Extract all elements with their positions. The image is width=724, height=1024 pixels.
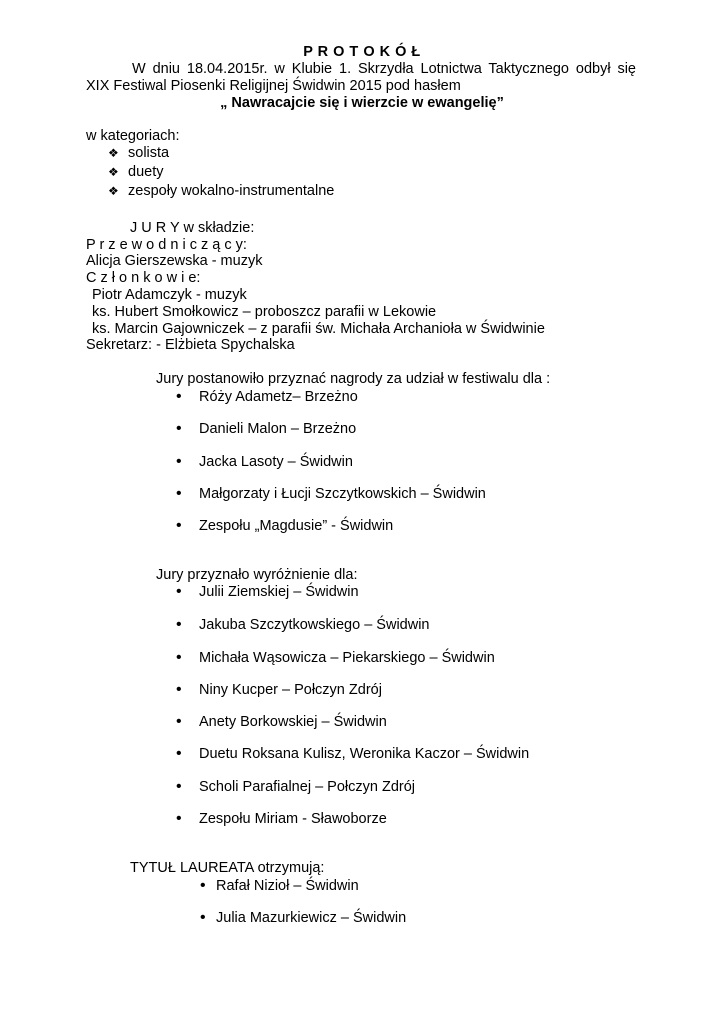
round-bullet-icon: • [176,681,182,698]
chair-name: Alicja Gierszewska - muzyk [86,253,263,269]
jury-member: ks. Marcin Gajowniczek – z parafii św. Michała Archanioła w Świdwinie [92,321,545,337]
distinction-item [176,583,359,601]
jury-member: ks. Hubert Smołkowicz – proboszcz parafii w Lekowie [92,304,437,320]
round-bullet-icon: • [176,453,182,470]
round-bullet-icon: • [176,420,182,437]
distinction-item [176,745,529,763]
distinction-text: Zespołu Miriam - Sławoborze [199,811,387,827]
diamond-bullet-icon: ❖ [108,165,119,179]
laureate-item [200,909,406,927]
round-bullet-icon: • [176,778,182,795]
awards-heading: Jury postanowiło przyznać nagrody za udział w festiwalu dla : [156,371,551,387]
jury-member: Piotr Adamczyk - muzyk [92,287,247,303]
distinction-text: Duetu Roksana Kulisz, Weronika Kaczor – Świdwin [199,746,530,762]
chair-label: P r z e w o d n i c z ą c y: [86,237,247,253]
category-text: duety [128,164,164,180]
distinction-item [176,713,387,731]
round-bullet-icon: • [176,583,182,600]
distinction-text: Anety Borkowskiej – Świdwin [199,714,387,730]
festival-motto: „ Nawracajcie się i wierzcie w ewangelię” [220,95,504,111]
category-text: solista [128,145,170,161]
document-title: P R O T O K Ó Ł [303,44,421,60]
award-item [176,453,353,471]
award-text: Małgorzaty i Łucji Szczytkowskich – Świdwin [199,486,486,502]
award-item [176,517,393,535]
distinction-text: Michała Wąsowicza – Piekarskiego – Świdwin [199,650,495,666]
award-text: Jacka Lasoty – Świdwin [199,454,353,470]
round-bullet-icon: • [176,517,182,534]
intro-line-2: XIX Festiwal Piosenki Religijnej Świdwin 2015 pod hasłem [86,78,461,94]
round-bullet-icon: • [176,616,182,633]
category-item [108,145,169,162]
members-label: C z ł o n k o w i e: [86,270,201,286]
distinction-item [176,681,382,699]
secretary: Sekretarz: - Elżbieta Spychalska [86,337,295,353]
distinction-text: Julii Ziemskiej – Świdwin [199,584,359,600]
diamond-bullet-icon: ❖ [108,146,119,160]
intro-line-1: W dniu 18.04.2015r. w Klubie 1. Skrzydła Lotnictwa Taktycznego odbył się [132,61,636,77]
round-bullet-icon: • [200,909,206,926]
distinction-text: Jakuba Szczytkowskiego – Świdwin [199,617,430,633]
distinction-item [176,778,415,796]
round-bullet-icon: • [176,649,182,666]
distinction-item [176,649,495,667]
round-bullet-icon: • [176,485,182,502]
round-bullet-icon: • [176,745,182,762]
award-text: Róży Adametz– Brzeżno [199,389,358,405]
distinction-text: Scholi Parafialnej – Połczyn Zdrój [199,779,415,795]
award-item [176,420,356,438]
round-bullet-icon: • [200,877,206,894]
award-text: Danieli Malon – Brzeżno [199,421,357,437]
award-item [176,485,486,503]
jury-heading: J U R Y w składzie: [130,220,255,236]
categories-label: w kategoriach: [86,128,180,144]
category-item [108,164,163,181]
distinction-item [176,810,387,828]
distinction-item [176,616,430,634]
round-bullet-icon: • [176,810,182,827]
category-item [108,183,334,200]
laureate-text: Rafał Nizioł – Świdwin [216,878,359,894]
laureate-heading: TYTUŁ LAUREATA otrzymują: [130,860,325,876]
round-bullet-icon: • [176,713,182,730]
distinction-text: Niny Kucper – Połczyn Zdrój [199,682,382,698]
award-text: Zespołu „Magdusie” - Świdwin [199,518,394,534]
round-bullet-icon: • [176,388,182,405]
award-item [176,388,358,406]
laureate-item [200,877,359,895]
diamond-bullet-icon: ❖ [108,184,119,198]
category-text: zespoły wokalno-instrumentalne [128,183,335,199]
laureate-text: Julia Mazurkiewicz – Świdwin [216,910,407,926]
distinctions-heading: Jury przyznało wyróżnienie dla: [156,567,358,583]
